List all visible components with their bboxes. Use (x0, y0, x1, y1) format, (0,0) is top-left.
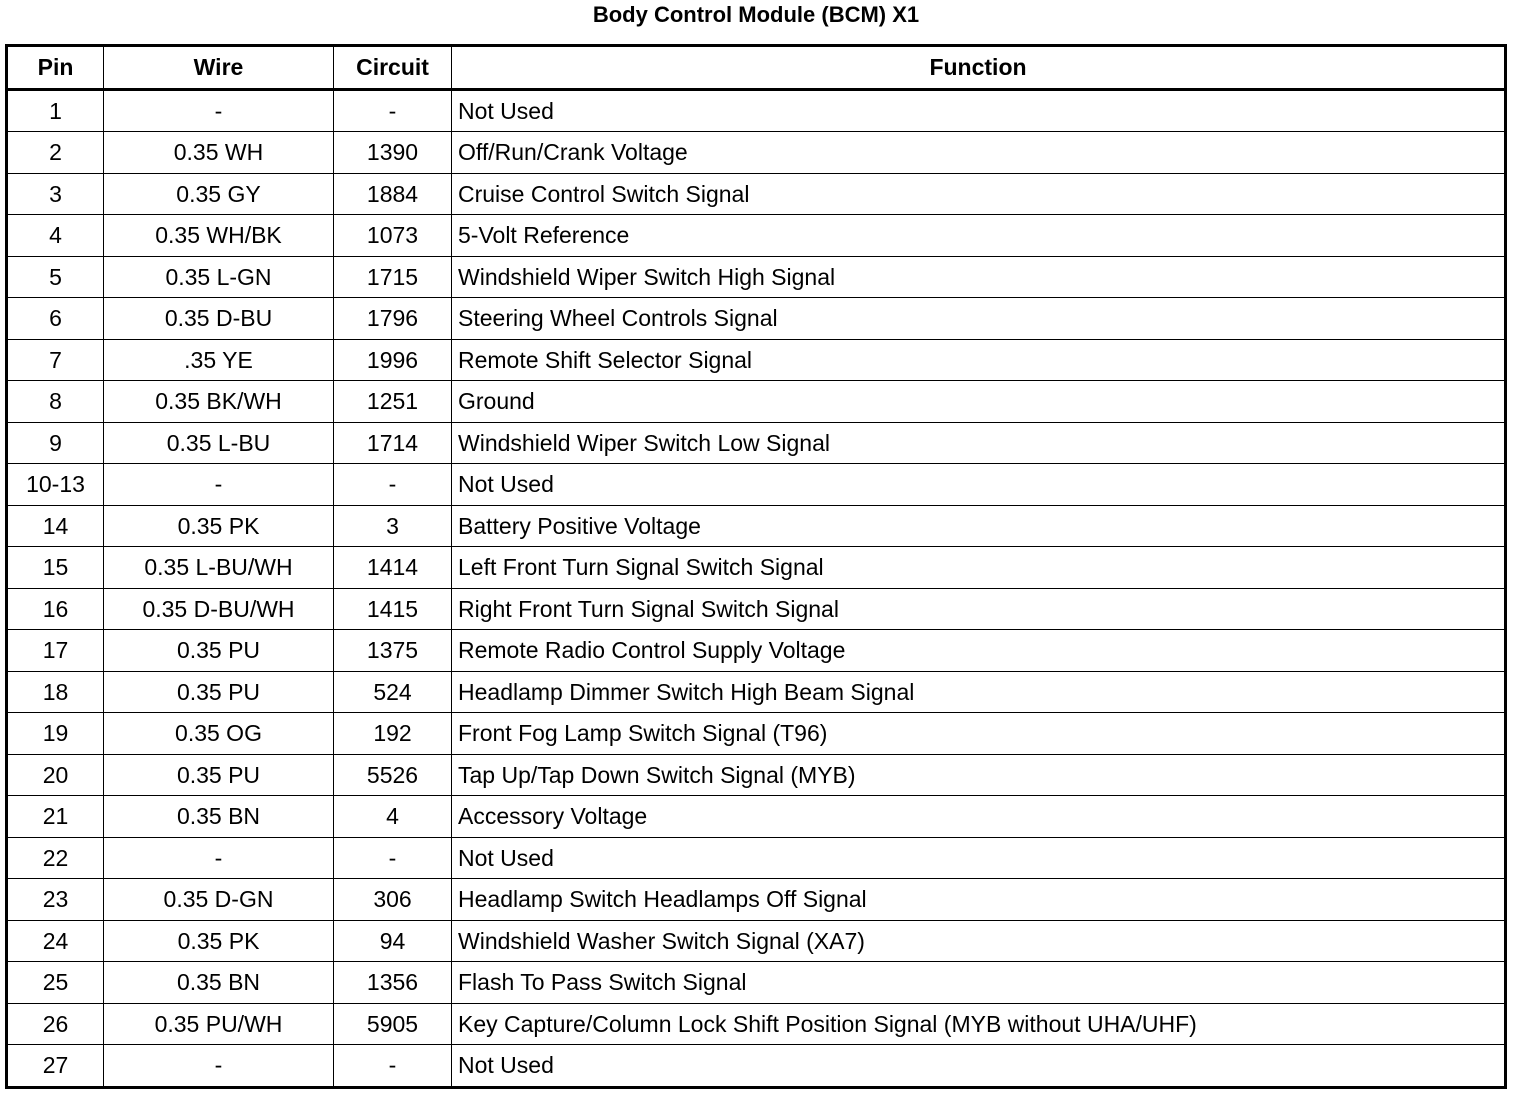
cell-pin: 21 (7, 796, 104, 838)
cell-pin: 23 (7, 879, 104, 921)
table-row (7, 630, 1506, 672)
header-circuit: Circuit (334, 46, 452, 90)
table-row (7, 1045, 1506, 1088)
cell-pin: 9 (7, 422, 104, 464)
cell-function: Tap Up/Tap Down Switch Signal (MYB) (452, 754, 1506, 796)
table-row (7, 547, 1506, 589)
cell-pin: 26 (7, 1003, 104, 1045)
cell-pin: 18 (7, 671, 104, 713)
cell-circuit: 1251 (334, 381, 452, 423)
cell-pin: 2 (7, 132, 104, 174)
cell-circuit: 5526 (334, 754, 452, 796)
cell-pin: 15 (7, 547, 104, 589)
cell-circuit: 1390 (334, 132, 452, 174)
cell-function: Off/Run/Crank Voltage (452, 132, 1506, 174)
cell-pin: 8 (7, 381, 104, 423)
cell-wire: 0.35 L-BU/WH (104, 547, 334, 589)
cell-function: Accessory Voltage (452, 796, 1506, 838)
cell-pin: 10-13 (7, 464, 104, 506)
cell-function: Battery Positive Voltage (452, 505, 1506, 547)
cell-pin: 4 (7, 215, 104, 257)
cell-circuit: 94 (334, 920, 452, 962)
table-row (7, 1003, 1506, 1045)
table-row (7, 381, 1506, 423)
cell-pin: 22 (7, 837, 104, 879)
cell-pin: 20 (7, 754, 104, 796)
cell-circuit: 3 (334, 505, 452, 547)
table-row (7, 920, 1506, 962)
table-row (7, 215, 1506, 257)
cell-circuit: 1884 (334, 173, 452, 215)
header-function: Function (452, 46, 1506, 90)
cell-function: Headlamp Dimmer Switch High Beam Signal (452, 671, 1506, 713)
cell-function: Left Front Turn Signal Switch Signal (452, 547, 1506, 589)
table-row (7, 339, 1506, 381)
cell-function: 5-Volt Reference (452, 215, 1506, 257)
cell-wire: - (104, 89, 334, 132)
cell-pin: 27 (7, 1045, 104, 1088)
table-row (7, 298, 1506, 340)
cell-wire: 0.35 D-BU/WH (104, 588, 334, 630)
cell-circuit: 1073 (334, 215, 452, 257)
cell-circuit: 306 (334, 879, 452, 921)
cell-wire: 0.35 OG (104, 713, 334, 755)
cell-circuit: 1796 (334, 298, 452, 340)
cell-wire: 0.35 WH/BK (104, 215, 334, 257)
header-row (7, 46, 1506, 90)
cell-wire: 0.35 BN (104, 962, 334, 1004)
cell-function: Not Used (452, 89, 1506, 132)
cell-wire: 0.35 GY (104, 173, 334, 215)
cell-circuit: - (334, 89, 452, 132)
table-row (7, 89, 1506, 132)
cell-circuit: - (334, 464, 452, 506)
cell-wire: 0.35 PK (104, 920, 334, 962)
cell-pin: 1 (7, 89, 104, 132)
cell-function: Not Used (452, 1045, 1506, 1088)
table-row (7, 671, 1506, 713)
cell-wire: 0.35 PU/WH (104, 1003, 334, 1045)
cell-function: Ground (452, 381, 1506, 423)
cell-circuit: 1415 (334, 588, 452, 630)
cell-function: Front Fog Lamp Switch Signal (T96) (452, 713, 1506, 755)
cell-circuit: 1715 (334, 256, 452, 298)
cell-pin: 3 (7, 173, 104, 215)
cell-pin: 19 (7, 713, 104, 755)
cell-wire: .35 YE (104, 339, 334, 381)
cell-wire: - (104, 837, 334, 879)
cell-wire: 0.35 PU (104, 754, 334, 796)
cell-circuit: 1356 (334, 962, 452, 1004)
table-row (7, 588, 1506, 630)
table-row (7, 962, 1506, 1004)
cell-function: Steering Wheel Controls Signal (452, 298, 1506, 340)
cell-circuit: 5905 (334, 1003, 452, 1045)
cell-function: Not Used (452, 464, 1506, 506)
table-row (7, 256, 1506, 298)
cell-function: Flash To Pass Switch Signal (452, 962, 1506, 1004)
cell-circuit: - (334, 837, 452, 879)
cell-pin: 24 (7, 920, 104, 962)
table-row (7, 132, 1506, 174)
cell-function: Windshield Washer Switch Signal (XA7) (452, 920, 1506, 962)
cell-pin: 14 (7, 505, 104, 547)
cell-wire: 0.35 L-GN (104, 256, 334, 298)
cell-circuit: 1375 (334, 630, 452, 672)
cell-pin: 6 (7, 298, 104, 340)
table-row (7, 796, 1506, 838)
cell-wire: - (104, 1045, 334, 1088)
cell-function: Not Used (452, 837, 1506, 879)
cell-pin: 7 (7, 339, 104, 381)
connector-pinout-table (5, 44, 1507, 1089)
cell-circuit: 1996 (334, 339, 452, 381)
table-row (7, 754, 1506, 796)
cell-circuit: 1714 (334, 422, 452, 464)
cell-function: Cruise Control Switch Signal (452, 173, 1506, 215)
cell-wire: 0.35 L-BU (104, 422, 334, 464)
cell-wire: 0.35 BK/WH (104, 381, 334, 423)
cell-wire: 0.35 D-GN (104, 879, 334, 921)
cell-wire: 0.35 PK (104, 505, 334, 547)
cell-function: Key Capture/Column Lock Shift Position Signal (MYB without UHA/UHF) (452, 1003, 1506, 1045)
cell-function: Remote Radio Control Supply Voltage (452, 630, 1506, 672)
cell-pin: 5 (7, 256, 104, 298)
table-row (7, 505, 1506, 547)
cell-function: Windshield Wiper Switch Low Signal (452, 422, 1506, 464)
table-row (7, 173, 1506, 215)
cell-circuit: 4 (334, 796, 452, 838)
table-body (7, 89, 1506, 1087)
cell-circuit: 524 (334, 671, 452, 713)
cell-pin: 25 (7, 962, 104, 1004)
table-row (7, 422, 1506, 464)
cell-function: Remote Shift Selector Signal (452, 339, 1506, 381)
cell-pin: 17 (7, 630, 104, 672)
cell-wire: 0.35 WH (104, 132, 334, 174)
cell-circuit: 192 (334, 713, 452, 755)
header-wire: Wire (104, 46, 334, 90)
cell-wire: 0.35 PU (104, 671, 334, 713)
cell-function: Headlamp Switch Headlamps Off Signal (452, 879, 1506, 921)
cell-wire: 0.35 D-BU (104, 298, 334, 340)
table-row (7, 464, 1506, 506)
cell-wire: - (104, 464, 334, 506)
table-title: Body Control Module (BCM) X1 (592, 2, 920, 27)
cell-circuit: 1414 (334, 547, 452, 589)
cell-function: Right Front Turn Signal Switch Signal (452, 588, 1506, 630)
cell-wire: 0.35 PU (104, 630, 334, 672)
table-row (7, 879, 1506, 921)
cell-circuit: - (334, 1045, 452, 1088)
header-pin: Pin (7, 46, 104, 90)
cell-wire: 0.35 BN (104, 796, 334, 838)
table-row (7, 713, 1506, 755)
cell-pin: 16 (7, 588, 104, 630)
cell-function: Windshield Wiper Switch High Signal (452, 256, 1506, 298)
table-row (7, 837, 1506, 879)
